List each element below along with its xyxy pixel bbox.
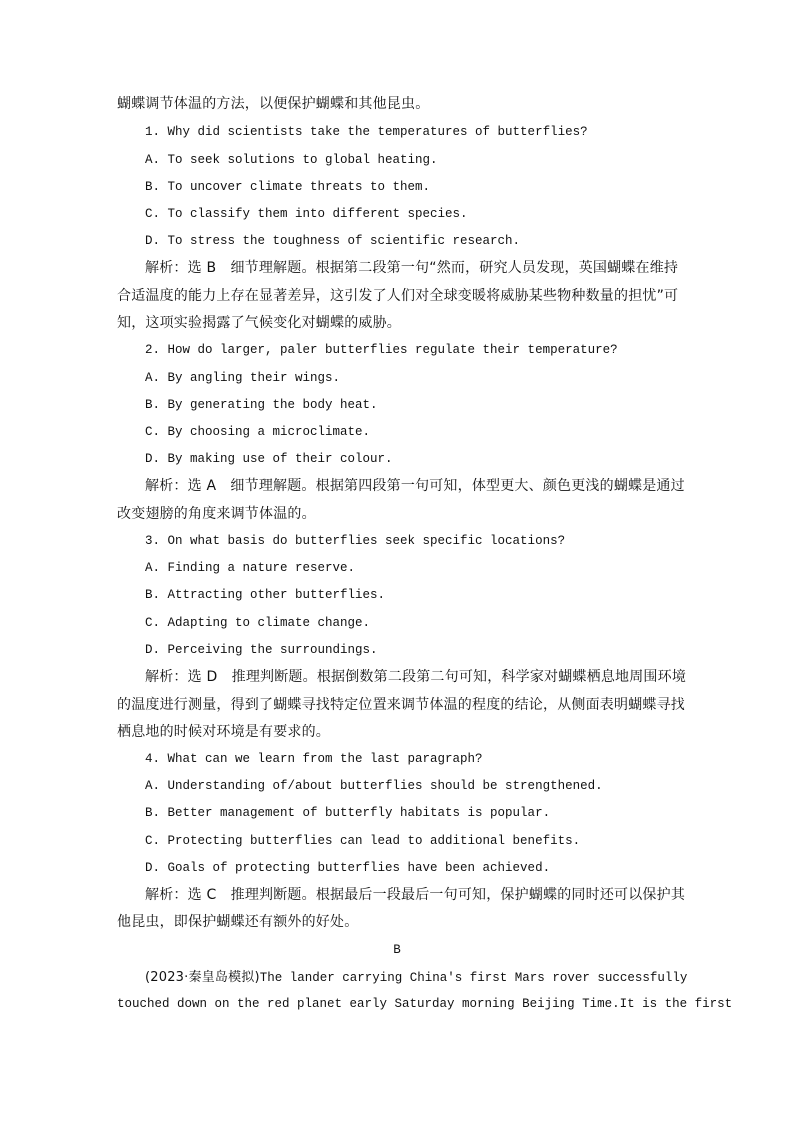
q1-analysis-line-2: 合适温度的能力上存在显著差异，这引发了人们对全球变暖将威胁某些物种数量的担忧”可 <box>117 288 679 304</box>
q1-option-b: B. To uncover climate threats to them. <box>145 180 431 194</box>
q4-option-d: D. Goals of protecting butterflies have been achieved. <box>145 861 551 875</box>
q4-analysis-line-2: 他昆虫，即保护蝴蝶还有额外的好处。 <box>117 914 359 930</box>
question-3: 3. On what basis do butterflies seek specific locations? <box>145 534 566 548</box>
q4-option-c: C. Protecting butterflies can lead to additional benefits. <box>145 834 581 848</box>
q4-analysis-line-1: 解析：选 C 推理判断题。根据最后一段最后一句可知，保护蝴蝶的同时还可以保护其 <box>145 887 686 903</box>
q2-option-a: A. By angling their wings. <box>145 371 341 385</box>
q2-option-b: B. By generating the body heat. <box>145 398 378 412</box>
q2-analysis-line-1: 解析：选 A 细节理解题。根据第四段第一句可知，体型更大、颜色更浅的蝴蝶是通过 <box>145 478 685 494</box>
q2-option-c: C. By choosing a microclimate. <box>145 425 371 439</box>
q1-option-c: C. To classify them into different species. <box>145 207 468 221</box>
section-heading-b: B <box>393 943 401 957</box>
q1-option-a: A. To seek solutions to global heating. <box>145 153 438 167</box>
q1-analysis-line-3: 知，这项实验揭露了气候变化对蝴蝶的威胁。 <box>117 315 401 331</box>
q2-option-d: D. By making use of their colour. <box>145 452 393 466</box>
q4-option-a: A. Understanding of/about butterflies should be strengthened. <box>145 779 603 793</box>
passage-b-line-2: touched down on the red planet early Saturday morning Beijing Time.It is the first <box>117 997 733 1011</box>
q3-analysis-line-3: 栖息地的时候对环境是有要求的。 <box>117 724 330 740</box>
q2-analysis-line-2: 改变翅膀的角度来调节体温的。 <box>117 506 316 522</box>
q3-option-c: C. Adapting to climate change. <box>145 616 371 630</box>
question-1: 1. Why did scientists take the temperatures of butterflies? <box>145 125 588 139</box>
q3-option-d: D. Perceiving the surroundings. <box>145 643 378 657</box>
passage-b-line-1 <box>145 968 687 987</box>
q3-option-b: B. Attracting other butterflies. <box>145 588 386 602</box>
question-2: 2. How do larger, paler butterflies regulate their temperature? <box>145 343 618 357</box>
question-4: 4. What can we learn from the last paragraph? <box>145 752 483 766</box>
q1-analysis-line-1: 解析：选 B 细节理解题。根据第二段第一句“然而，研究人员发现，英国蝴蝶在维持 <box>145 260 679 276</box>
passage-a-tail: 蝴蝶调节体温的方法，以便保护蝴蝶和其他昆虫。 <box>117 96 430 112</box>
q3-analysis-line-1: 解析：选 D 推理判断题。根据倒数第二段第二句可知，科学家对蝴蝶栖息地周围环境 <box>145 669 687 685</box>
q3-option-a: A. Finding a nature reserve. <box>145 561 356 575</box>
source-tag: (2023·秦皇岛模拟) <box>145 970 260 985</box>
q4-option-b: B. Better management of butterfly habitats is popular. <box>145 806 551 820</box>
passage-b-line-1-text: The lander carrying China's first Mars rover successfully <box>259 971 688 985</box>
q1-option-d: D. To stress the toughness of scientific research. <box>145 234 521 248</box>
q3-analysis-line-2: 的温度进行测量，得到了蝴蝶寻找特定位置来调节体温的程度的结论，从侧面表明蝴蝶寻找 <box>117 697 685 713</box>
